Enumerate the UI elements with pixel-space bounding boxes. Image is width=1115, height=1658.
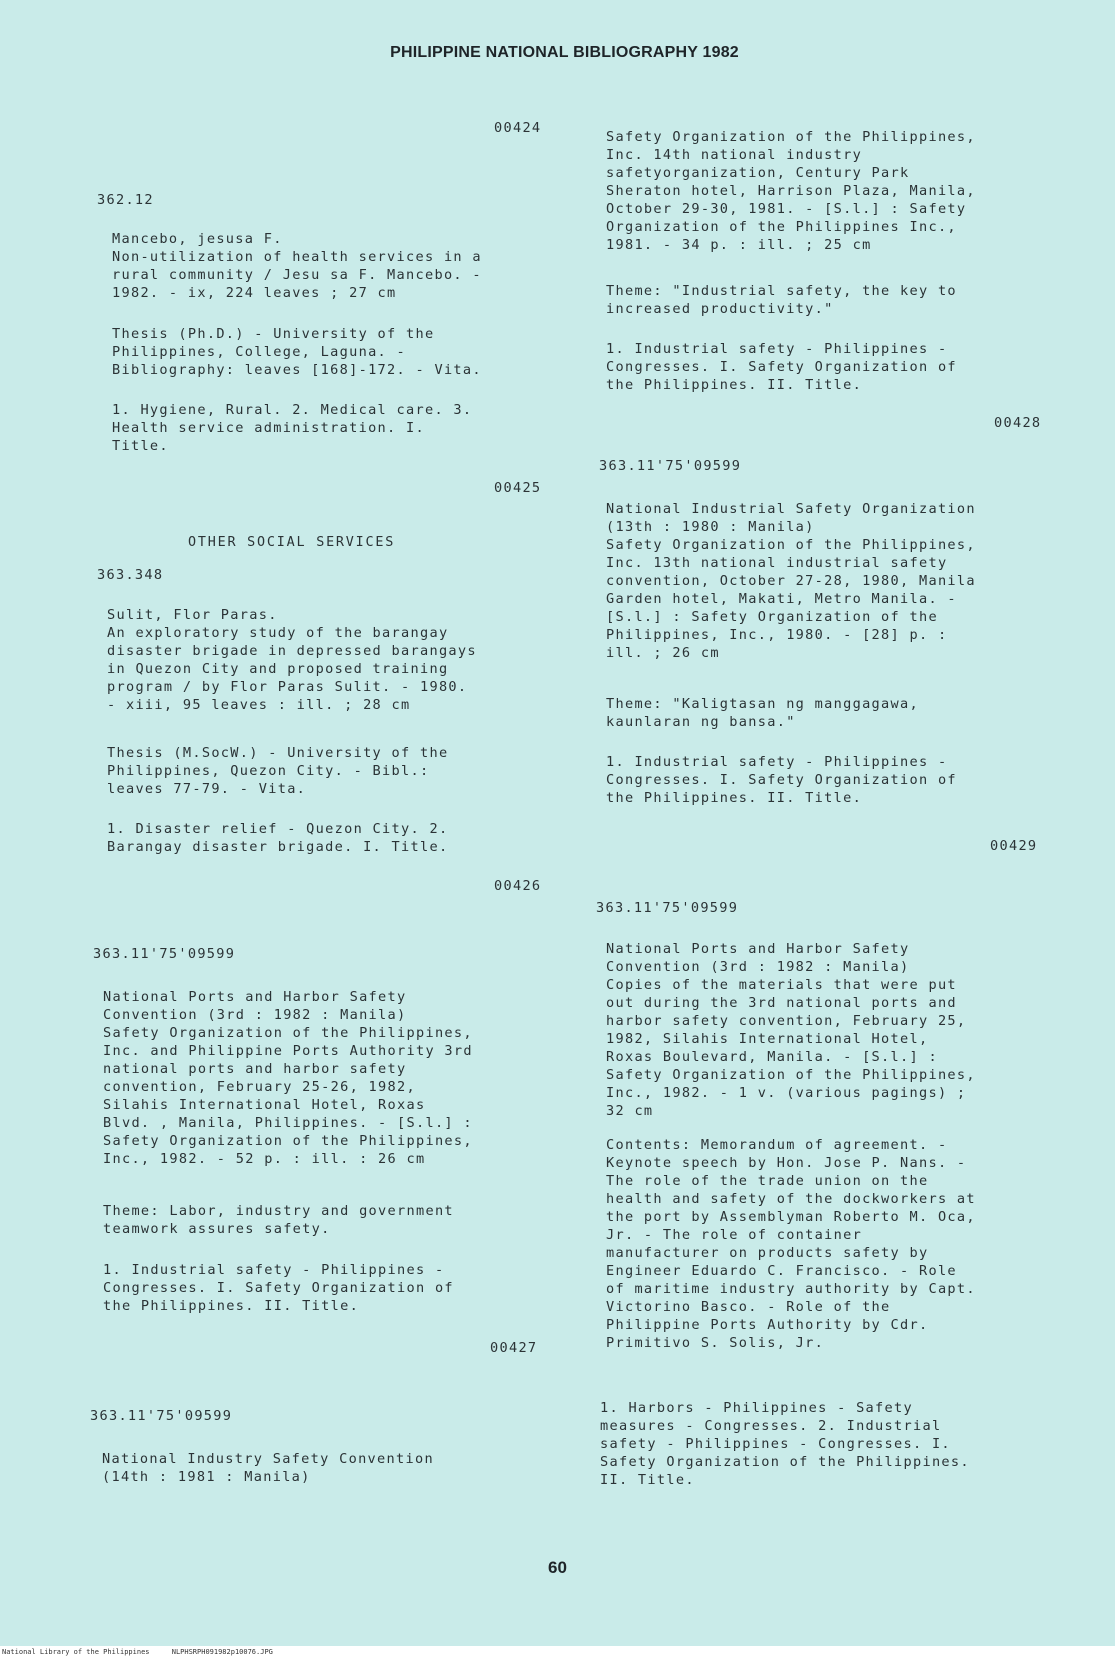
entry-number-00425: 00425	[494, 480, 542, 496]
entry-number-00424: 00424	[494, 120, 542, 136]
subject-headings: 1. Industrial safety - Philippines - Congresses. I. Safety Organization of the Philippines. II. Title.	[103, 1262, 454, 1314]
bibliographic-record: Sulit, Flor Paras. An exploratory study of the barangay disaster brigade in depressed barangays in Quezon City and proposed training program / by Flor Paras Sulit. - 1980. - xiii, 95 leaves : ill. ; 28 cm	[107, 607, 477, 713]
entry-number-00429: 00429	[990, 838, 1038, 854]
entry-number-00428: 00428	[994, 415, 1042, 431]
record-theme: Theme: "Industrial safety, the key to increased productivity."	[606, 283, 957, 317]
page-number: 60	[548, 1558, 567, 1577]
bibliographic-record-continued: Safety Organization of the Philippines, Inc. 14th national industry safetyorganization, Century Park Sheraton hotel, Harrison Plaza, Manila, October 29-30, 1981. - [S.l.] : Safety Organization of the Philippines Inc., 1981. - 34 p. : ill. ; 25 cm	[606, 129, 976, 253]
classification-number: 363.11'75'09599	[599, 458, 742, 474]
classification-number: 363.11'75'09599	[596, 900, 739, 916]
bibliographic-record: National Industry Safety Convention (14th : 1981 : Manila)	[102, 1451, 434, 1485]
classification-number: 363.11'75'09599	[90, 1408, 233, 1424]
entry-number-00426: 00426	[494, 878, 542, 894]
footer-library: National Library of the Philippines	[2, 1648, 150, 1656]
record-theme: Theme: "Kaligtasan ng manggagawa, kaunlaran ng bansa."	[606, 696, 919, 730]
classification-number: 363.11'75'09599	[93, 946, 236, 962]
footer-filename: NLPHSRPH091982p10076.JPG	[171, 1648, 273, 1656]
classification-number: 363.348	[97, 567, 164, 583]
section-heading: OTHER SOCIAL SERVICES	[188, 535, 396, 550]
subject-headings: 1. Harbors - Philippines - Safety measures - Congresses. 2. Industrial safety - Philippines - Congresses. I. Safety Organization of the Philippines. II. Title.	[600, 1400, 970, 1488]
subject-headings: 1. Disaster relief - Quezon City. 2. Barangay disaster brigade. I. Title.	[107, 821, 449, 855]
bibliography-header: PHILIPPINE NATIONAL BIBLIOGRAPHY 1982	[390, 44, 739, 61]
bibliographic-record: National Ports and Harbor Safety Convention (3rd : 1982 : Manila) Safety Organization of the Philippines, Inc. and Philippine Ports Authority 3rd national ports and harbor safety convention, February 25-26, 1982, Silahis International Hotel, Roxas Blvd. , Manila, Philippines. - [S.l.] : Safety Organization of the Philippines, Inc., 1982. - 52 p. : ill. : 26 cm	[103, 989, 473, 1167]
bibliographic-record: National Ports and Harbor Safety Convention (3rd : 1982 : Manila) Copies of the materials that were put out during the 3rd national ports and harbor safety convention, February 25, 1982, Silahis International Hotel, Roxas Boulevard, Manila. - [S.l.] : Safety Organization of the Philippines, Inc., 1982. - 1 v. (various pagings) ; 32 cm	[606, 941, 976, 1119]
entry-number-00427: 00427	[490, 1340, 538, 1356]
right-column	[596, 0, 1044, 1540]
subject-headings: 1. Hygiene, Rural. 2. Medical care. 3. Health service administration. I. Title.	[112, 402, 473, 454]
left-column	[90, 0, 550, 1540]
record-notes: Thesis (Ph.D.) - University of the Philippines, College, Laguna. - Bibliography: leaves [168]-172. - Vita.	[112, 326, 482, 378]
classification-number: 362.12	[97, 192, 154, 208]
record-notes: Thesis (M.SocW.) - University of the Philippines, Quezon City. - Bibl.: leaves 77-79. - Vita.	[107, 745, 449, 797]
subject-headings: 1. Industrial safety - Philippines - Congresses. I. Safety Organization of the Philippines. II. Title.	[606, 754, 957, 806]
record-theme: Theme: Labor, industry and government teamwork assures safety.	[103, 1203, 454, 1237]
bibliographic-record: Mancebo, jesusa F. Non-utilization of health services in a rural community / Jesu sa F. Mancebo. - 1982. - ix, 224 leaves ; 27 cm	[112, 231, 482, 301]
bibliographic-record: National Industrial Safety Organization (13th : 1980 : Manila) Safety Organization of the Philippines, Inc. 13th national industrial safety convention, October 27-28, 1980, Manila Garden hotel, Makati, Metro Manila. - [S.l.] : Safety Organization of the Philippines, Inc., 1980. - [28] p. : ill. ; 26 cm	[606, 501, 976, 661]
scan-footer	[0, 1646, 1115, 1658]
record-contents: Contents: Memorandum of agreement. - Keynote speech by Hon. Jose P. Nans. - The role of the trade union on the health and safety of the dockworkers at the port by Assemblyman Roberto M. Oca, Jr. - The role of container manufacturer on products safety by Engineer Eduardo C. Francisco. - Role of maritime industry authority by Capt. Victorino Basco. - Role of the Philippine Ports Authority by Cdr. Primitivo S. Solis, Jr.	[606, 1137, 976, 1351]
subject-headings: 1. Industrial safety - Philippines - Congresses. I. Safety Organization of the Philippines. II. Title.	[606, 341, 957, 393]
